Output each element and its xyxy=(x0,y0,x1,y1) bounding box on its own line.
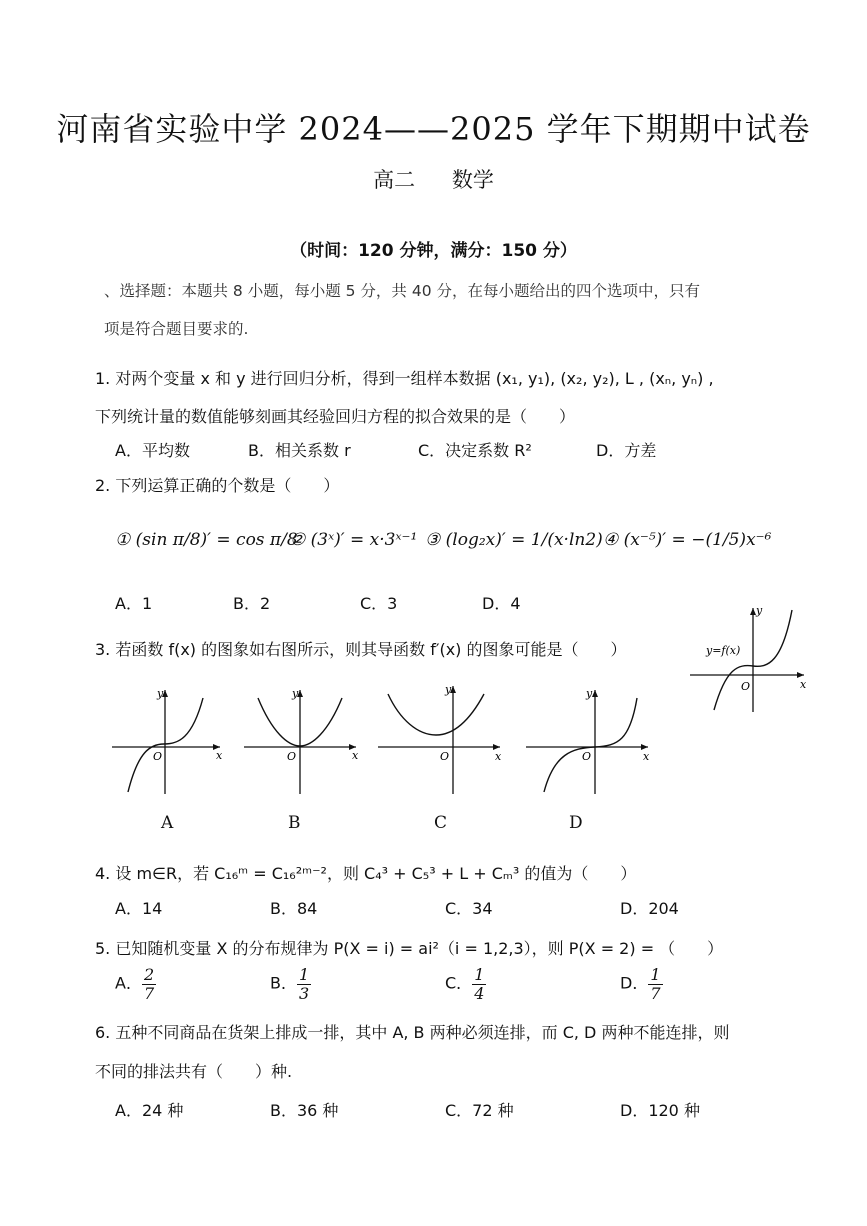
q6-option-b: B．36 种 xyxy=(270,1101,339,1120)
ref-y-label: y xyxy=(756,604,763,617)
svg-text:O: O xyxy=(287,750,297,763)
svg-text:O: O xyxy=(153,750,163,763)
q2-formula-1: ① (sin π/8)′ = cos π/8 xyxy=(115,530,298,550)
q5-stem: 5. 已知随机变量 X 的分布规律为 P(X = i) = ai²（i = 1,2,3），则 P(X = 2) = （ ） xyxy=(95,939,724,958)
svg-text:O: O xyxy=(582,750,592,763)
svg-text:x: x xyxy=(352,749,359,762)
ref-origin-label: O xyxy=(741,680,751,693)
q1-option-d: D．方差 xyxy=(596,441,657,460)
ref-x-label: x xyxy=(800,678,807,691)
q3-reference-graph xyxy=(686,600,811,715)
q4-stem: 4. 设 m∈R，若 C₁₆ᵐ = C₁₆²ᵐ⁻²，则 C₄³ + C₅³ + L + Cₘ³ 的值为（ ） xyxy=(95,864,637,883)
q2-option-d: D．4 xyxy=(482,594,521,613)
q6-stem: 6. 五种不同商品在货架上排成一排，其中 A, B 两种必须连排，而 C, D 两种不能连排，则 xyxy=(95,1023,730,1042)
section-instructions-line2: 项是符合题目要求的. xyxy=(104,320,249,338)
svg-text:x: x xyxy=(495,750,502,763)
q2-option-a: A．1 xyxy=(115,594,153,613)
q5-option-c: C． $\frac{1}{4}$ xyxy=(445,965,485,1003)
q4-option-a: A．14 xyxy=(115,899,163,918)
q4-option-d: D．204 xyxy=(620,899,679,918)
q4-option-c: C．34 xyxy=(445,899,493,918)
q3-graph-c xyxy=(374,680,506,799)
q5-option-a: A． $\frac{2}{7}$ xyxy=(115,965,155,1003)
q6-option-d: D．120 种 xyxy=(620,1101,700,1120)
q3-label-d: D xyxy=(569,813,583,833)
section-instructions-line1: 、选择题：本题共 8 小题，每小题 5 分，共 40 分，在每小题给出的四个选项中，只有 xyxy=(104,282,701,300)
svg-text:y: y xyxy=(586,687,593,700)
q3-graph-a xyxy=(108,684,226,799)
q2-formula-3: ③ (log₂x)′ = 1/(x·ln2) xyxy=(425,530,603,550)
exam-meta: （时间：120 分钟，满分：150 分） xyxy=(290,241,577,261)
q3-label-c: C xyxy=(434,813,448,833)
q2-formula-2: ② (3ˣ)′ = x·3ˣ⁻¹ xyxy=(290,530,418,550)
q6-option-a: A．24 种 xyxy=(115,1101,184,1120)
q3-graph-b xyxy=(240,684,362,799)
q2-option-b: B．2 xyxy=(233,594,271,613)
q2-stem: 2. 下列运算正确的个数是（ ） xyxy=(95,476,340,495)
exam-title: 河南省实验中学 2024——2025 学年下期期中试卷 xyxy=(56,110,811,148)
q3-label-a: A xyxy=(161,813,174,833)
q5-option-d: D． $\frac{1}{7}$ xyxy=(620,965,661,1003)
q1-stem: 1. 对两个变量 x 和 y 进行回归分析，得到一组样本数据 (x₁, y₁), (x₂, y₂), L , (xₙ, yₙ) , xyxy=(95,369,714,388)
ref-func-label: y=f(x) xyxy=(706,644,741,657)
exam-subtitle: 高二 数学 xyxy=(373,168,494,192)
svg-text:y: y xyxy=(157,687,164,700)
q6-stem-cont: 不同的排法共有（ ）种. xyxy=(95,1062,293,1081)
q5-option-b: B． $\frac{1}{3}$ xyxy=(270,965,310,1003)
q1-option-b: B．相关系数 r xyxy=(248,441,351,460)
svg-text:x: x xyxy=(643,750,650,763)
svg-text:x: x xyxy=(216,749,223,762)
q1-option-c: C．决定系数 R² xyxy=(418,441,532,460)
q3-stem: 3. 若函数 f(x) 的图象如右图所示，则其导函数 f′(x) 的图象可能是（ ） xyxy=(95,640,627,659)
q3-label-b: B xyxy=(288,813,301,833)
q2-option-c: C．3 xyxy=(360,594,398,613)
q6-option-c: C．72 种 xyxy=(445,1101,514,1120)
svg-text:O: O xyxy=(440,750,450,763)
q2-formula-4: ④ (x⁻⁵)′ = −(1/5)x⁻⁶ xyxy=(603,530,772,550)
q4-option-b: B．84 xyxy=(270,899,318,918)
svg-text:y: y xyxy=(445,683,452,696)
q3-graph-d xyxy=(522,684,654,799)
q1-stem-cont: 下列统计量的数值能够刻画其经验回归方程的拟合效果的是（ ） xyxy=(95,407,576,426)
svg-text:y: y xyxy=(292,687,299,700)
q1-option-a: A．平均数 xyxy=(115,441,190,460)
